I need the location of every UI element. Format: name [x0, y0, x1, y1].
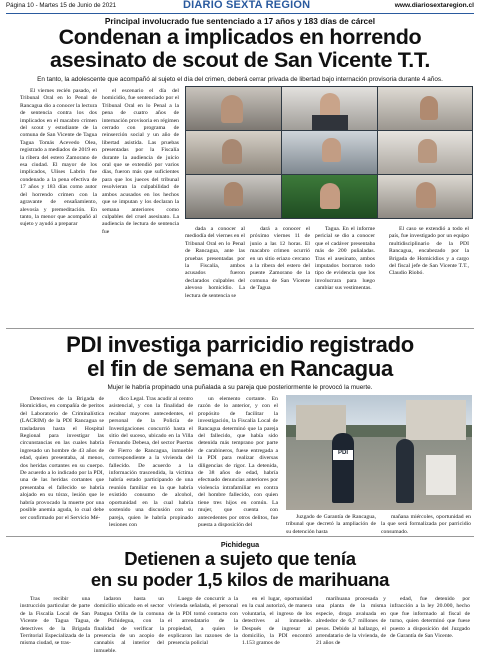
article1-col4: dará a conocer el próximo viernes 11 de junio a las 12 horas. El macabro crimen ocurrió en un sitio eriazo cercano a la ribera del estero del puente Zamorano de la comuna de San Vicente de Tagua — [250, 226, 310, 292]
photo-tile — [282, 175, 377, 218]
article2-col3: un elemento cortante. En razón de lo anterior, y con el propósito de facilitar la investigación, la Fiscalía Local de Rancagua determinó que la pareja del fallecido, que había sido detenida más temprano por parte de carabineros, fuese entregada a la PDI para realizar diversas diligencias de rigor. La detenida, de 38 años de edad, habría efectuado denuncias anteriores por violencia intrafamiliar en contra del hombre fallecido, con quien tiene tres hijos en común. La mujer, que cuenta con antecedentes por otros delitos, fue puesta a disposición del — [198, 396, 278, 528]
article1-headline-line1: Condenan a implicados en horrendo — [58, 25, 422, 49]
article2-headline-line1: PDI investiga parricidio registrado — [66, 332, 414, 357]
section-divider — [6, 328, 474, 329]
detective-figure — [396, 439, 414, 503]
article1-col6: El caso se extendió a todo el país, fue investigado por un equipo multidisciplinario de la PDI Rancagua, encabezado por la Brigada de Homicidios y a cargo del fiscal jefe de San Vicente T.T., Claudio Riobó. — [389, 226, 469, 277]
article2-bajada: Mujer le habría propinado una puñalada a su pareja que posteriormente le provocó la muerte. — [107, 384, 373, 391]
article1-bajada: En tanto, la adolescente que acompañó al sujeto el día del crimen, deberá cerrar privada de libertad bajo internación provisoria durante 4 años. — [37, 76, 443, 83]
photo-tile — [378, 87, 472, 130]
article2-col1: Detectives de la Brigada de Homicidios, en compañía de peritos del Laboratorio de Criminalística (LACRIM) de la PDI Rancagua se trasladaron hasta el Hospital Regional para investigar las circunstancias en las cuales habría ingresado un hombre de 43 años de edad, quien presentaba, al menos, dos heridas cortantes en su cuerpo. De acuerdo a lo indicado por la PDI, una de las heridas cortantes que presentaba el fallecido se habría alojado en su tórax, lesión que le habría provocado la muerte por una posible anemia aguda, lo cual debe ser confirmado por el Servicio Mé- — [20, 396, 104, 521]
article2-headline-line2: el fin de semana en Rancagua — [87, 356, 393, 381]
pdi-vest-label: PDI — [333, 450, 353, 460]
masthead: DIARIO SEXTA REGIÓN — [183, 0, 311, 11]
article3-headline-line2: en su poder 1,5 kilos de marihuana — [90, 569, 390, 590]
article2-col5: mañana miércoles, oportunidad en la que será formalizada por parricidio consumado. — [381, 514, 471, 534]
photo-tile — [186, 131, 281, 174]
article3-headline-line1: Detienen a sujeto que tenía — [124, 548, 356, 569]
photo-tile — [186, 175, 281, 218]
article3-col4: en el lugar, oportunidad en la cual autorizó, de manera voluntaria, el ingreso de los detectives al inmueble. Después de ingresar al domicilio, la PDI encontró 1.153 gramos de — [242, 596, 312, 647]
section-divider — [6, 536, 474, 537]
videoconference-photo — [185, 86, 473, 219]
article2-col2: dico Legal. Tras acudir al centro asistencial, y con la finalidad de recabar mayores antecedentes, el personal de la Policía de Investigaciones concurrió hasta el sitio del suceso, ubicado en la Villa Fernando Debesa, del sector Puertas de Fierro de Rancagua, inmueble correspondiente a la vivienda del fallecido. De acuerdo a la información trascendida, la víctima habría estado participando de una reunión familiar en la que habría existido consumo de alcohol, oportunidad en la cual habría sostenido una discusión con su pareja, quien le habría propinado lesiones con — [109, 396, 193, 528]
article1-col2: el escenario el día del homicidio, fue sentenciado por el Tribunal Oral en lo Penal a la pena de cuatro años de internación provisoria en régimen cerrado con programa de reinserción social y un año de libertad asistida. Las pruebas presentadas por la Fiscalía durante la audiencia de juicio oral que se extendió por varios días, fueron más que suficientes para que los jueces del tribunal resolvieran la culpabilidad de ambos acusados en los hechos que se imputan y los declaran la semana anteriores como culpables del cruel asesinato. La audiencia de lectura de sentencia fue — [102, 88, 179, 235]
article1-col1: El viernes recién pasado, el Tribunal Oral en lo Penal de Rancagua dio a conocer la lectura de sentencia contra los dos implicados en el macabro crimen del scout y estudiante de la comuna de San Vicente de Tagua Tagua Tomás Acevedo Olea, registrado a mediados de 2019 en la ribera del estero Zamorano de esa ciudad. El mayor de los implicados, Ulises Labrín fue condenado a la pena efectiva de 17 años y 183 días como autor del horrendo crimen con la agravante de ensañamiento, alevosía y premeditación. En tanto, la menor que acompañó al sujeto y ayudó a preparar — [20, 88, 97, 228]
article3-col2: ladaron hasta un domicilio ubicado en el sector Patagua Orilla de la comuna de Pichidegua, con la finalidad de verificar la presencia de un acopio de cannabis al interior del inmueble. — [94, 596, 164, 654]
article2-col4: Juzgado de Garantía de Rancagua, tribunal que decretó la ampliación de su detención hasta — [286, 514, 376, 534]
article1-col5: Tagua. En el informe pericial se dio a conocer que el cadáver presentaba más de 200 puñaladas. Tras el asesinato, ambos imputados borraron todo tipo de evidencia que los involucrara para luego cambiar sus vestimentas. — [315, 226, 375, 292]
article1-headline-line2: asesinato de scout de San Vicente T.T. — [49, 48, 431, 72]
article3-kicker: Pichidegua — [220, 540, 260, 549]
article3-col5: marihuana procesada y una planta de la misma especie, droga avaluada en alrededor de 6,7 millones de pesos. Debido al hallazgo, el arrendatario de la vivienda, de 21 años de — [316, 596, 386, 647]
crime-scene-photo — [286, 395, 472, 510]
photo-tile — [378, 175, 472, 218]
article1-kicker: Principal involucrado fue sentenciado a 17 años y 183 días de cárcel — [104, 16, 376, 26]
photo-tile — [186, 87, 281, 130]
article3-col3: Luego de concurrir a la vivienda señalada, el personal de la PDI tomó contacto con el arrendatario de la propiedad, a quien le explicaron las razones de la presencia policial — [168, 596, 238, 647]
article3-col1: Tras recibir una instrucción particular de parte de la Fiscalía Local de San Vicente de Tagua Tagua, detectives de la Brigada Territorial Especializada de la misma ciudad, se tras- — [20, 596, 90, 647]
page-header — [0, 0, 480, 13]
house — [406, 400, 466, 440]
article1-col3: dada a conocer al mediodía del viernes en el Tribunal Oral en lo Penal de Rancagua, ante las pruebas presentadas por la Fiscalía, ambos acusados fueron declarados culpables del alevoso homicidio. La lectura de sentencia se — [185, 226, 245, 299]
detective-figure — [332, 433, 354, 503]
page-info: Página 10 - Martes 15 de Junio de 2021 — [6, 2, 117, 9]
photo-tile — [282, 131, 377, 174]
photo-tile — [378, 131, 472, 174]
header-rule — [6, 13, 474, 14]
wall — [426, 455, 456, 495]
photo-tile — [282, 87, 377, 130]
article3-col6: edad, fue detenido por infracción a la ley 20.000, hecho que fue informado al fiscal de turno, quien determinó que fuese puesto a disposición del Juzgado de Garantía de San Vicente. — [390, 596, 470, 640]
website-link[interactable]: www.diariosextaregion.cl — [394, 2, 474, 9]
